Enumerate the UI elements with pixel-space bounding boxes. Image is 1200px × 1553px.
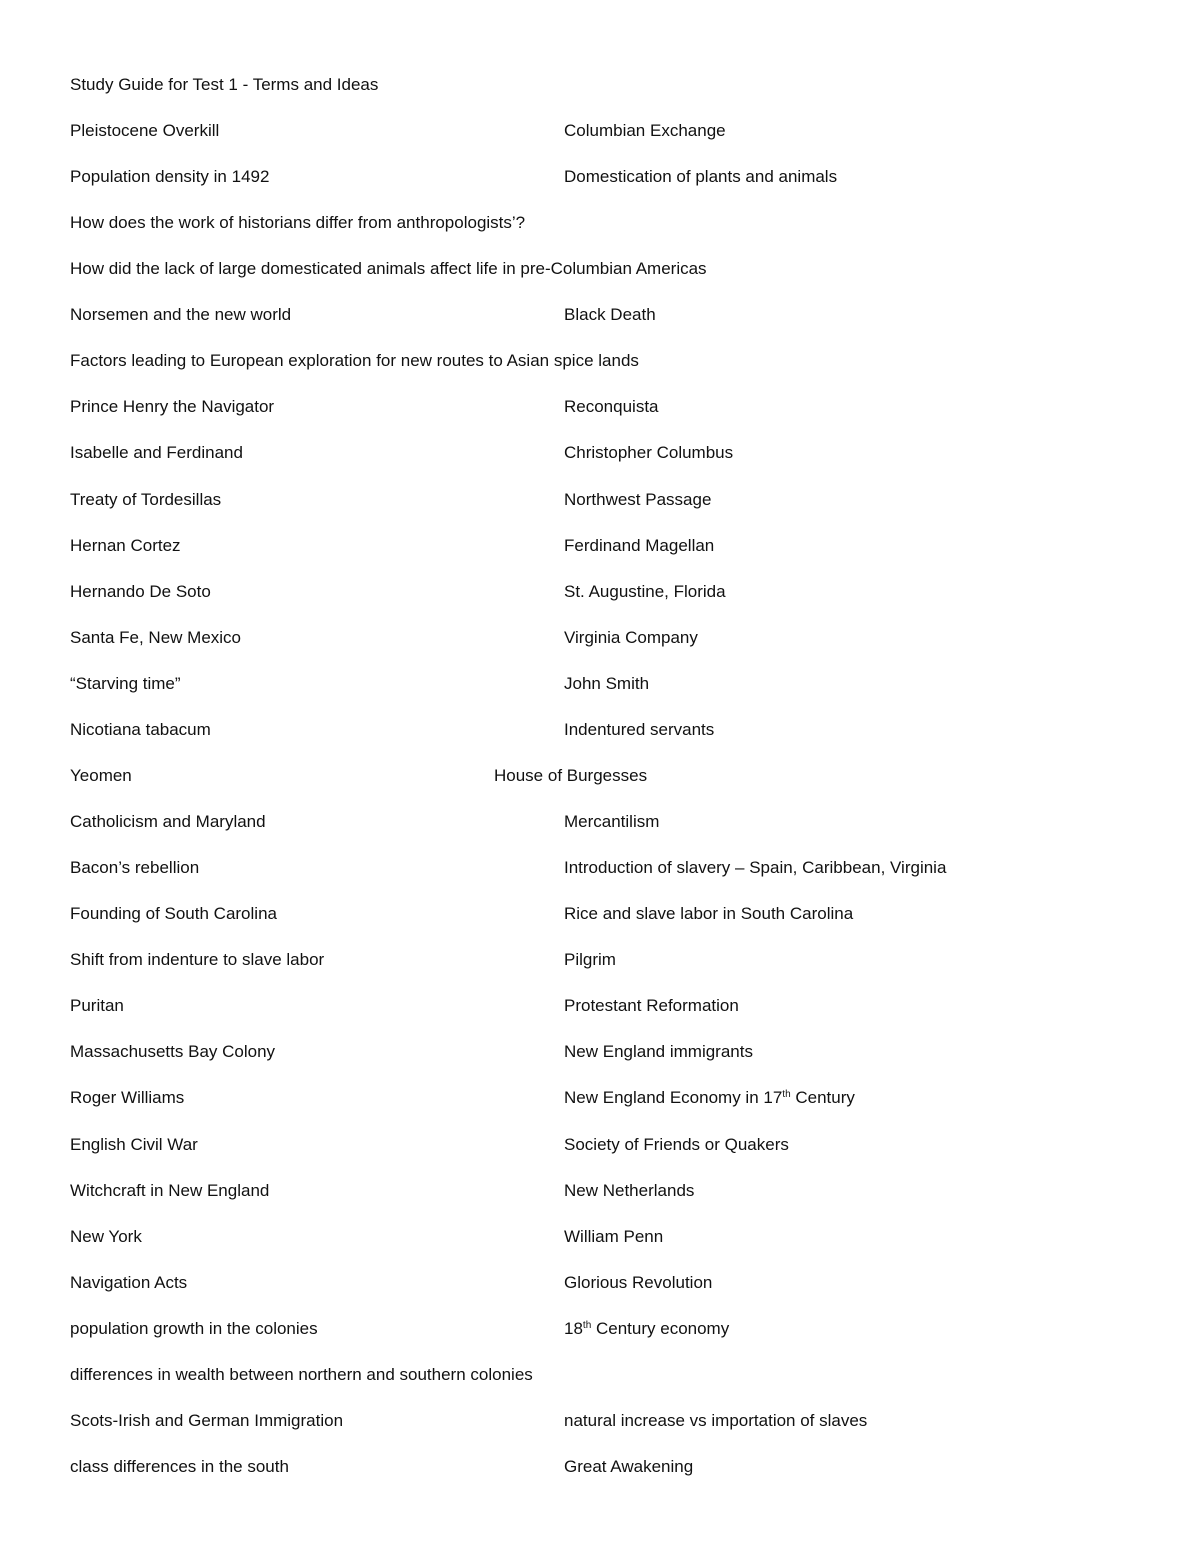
term-right: Introduction of slavery – Spain, Caribbean, Virginia <box>564 858 947 878</box>
term-right: Glorious Revolution <box>564 1272 713 1292</box>
term-left: Scots-Irish and German Immigration <box>70 1410 344 1430</box>
term-full-line: How does the work of historians differ from anthropologists’? <box>70 213 526 233</box>
term-right: House of Burgesses <box>494 765 648 785</box>
term-left: Hernan Cortez <box>70 535 181 555</box>
term-left: Founding of South Carolina <box>70 904 277 924</box>
term-left: Navigation Acts <box>70 1272 188 1292</box>
term-right: Virginia Company <box>564 627 698 647</box>
ordinal-superscript: th <box>582 1319 592 1331</box>
term-left: “Starving time” <box>70 673 181 693</box>
term-right: Columbian Exchange <box>564 121 726 140</box>
term-right: New England Economy in 17th Century <box>564 1088 855 1108</box>
term-left: Prince Henry the Navigator <box>70 397 275 417</box>
term-left: Santa Fe, New Mexico <box>70 627 242 647</box>
term-right: Rice and slave labor in South Carolina <box>564 904 854 924</box>
term-left: Treaty of Tordesillas <box>70 489 222 509</box>
term-right: John Smith <box>564 673 650 693</box>
term-full-line: How did the lack of large domesticated animals affect life in pre-Columbian Americas <box>70 259 707 279</box>
term-left: Pleistocene Overkill <box>70 121 220 140</box>
term-left: Shift from indenture to slave labor <box>70 950 325 970</box>
term-right: Domestication of plants and animals <box>564 167 838 187</box>
term-left: Roger Williams <box>70 1088 185 1108</box>
term-right: Reconquista <box>564 397 659 417</box>
term-right: Pilgrim <box>564 950 616 970</box>
term-right: Protestant Reformation <box>564 996 739 1016</box>
term-right: 18th Century economy <box>564 1318 730 1338</box>
term-left: Catholicism and Maryland <box>70 812 266 832</box>
term-right: Northwest Passage <box>564 489 712 509</box>
term-right: Indentured servants <box>564 719 715 739</box>
term-right: Ferdinand Magellan <box>564 535 715 555</box>
term-right: Mercantilism <box>564 812 660 832</box>
term-full-line: Factors leading to European exploration for new routes to Asian spice lands <box>70 351 639 371</box>
term-left: Population density in 1492 <box>70 167 270 187</box>
term-full-line: differences in wealth between northern and southern colonies <box>70 1364 533 1384</box>
term-right: New Netherlands <box>564 1180 695 1200</box>
term-left: Nicotiana tabacum <box>70 719 211 739</box>
term-right: Black Death <box>564 305 656 325</box>
term-left: Bacon’s rebellion <box>70 858 200 878</box>
term-left: Yeomen <box>70 765 132 785</box>
term-left: Norsemen and the new world <box>70 305 292 325</box>
document-title: Study Guide for Test 1 - Terms and Ideas <box>70 75 379 94</box>
term-right: Great Awakening <box>564 1457 694 1477</box>
term-left: New York <box>70 1226 142 1246</box>
term-left: class differences in the south <box>70 1457 289 1477</box>
term-right: natural increase vs importation of slaves <box>564 1410 868 1430</box>
term-right: St. Augustine, Florida <box>564 581 726 601</box>
term-right: Christopher Columbus <box>564 443 734 463</box>
term-left: Puritan <box>70 996 124 1016</box>
term-right: William Penn <box>564 1226 664 1246</box>
term-left: Hernando De Soto <box>70 581 211 601</box>
term-left: English Civil War <box>70 1134 198 1154</box>
term-left: Isabelle and Ferdinand <box>70 443 243 463</box>
term-left: population growth in the colonies <box>70 1318 318 1338</box>
term-left: Witchcraft in New England <box>70 1180 270 1200</box>
ordinal-superscript: th <box>782 1089 791 1101</box>
term-right: New England immigrants <box>564 1042 753 1062</box>
term-right: Society of Friends or Quakers <box>564 1134 789 1154</box>
term-left: Massachusetts Bay Colony <box>70 1042 276 1062</box>
